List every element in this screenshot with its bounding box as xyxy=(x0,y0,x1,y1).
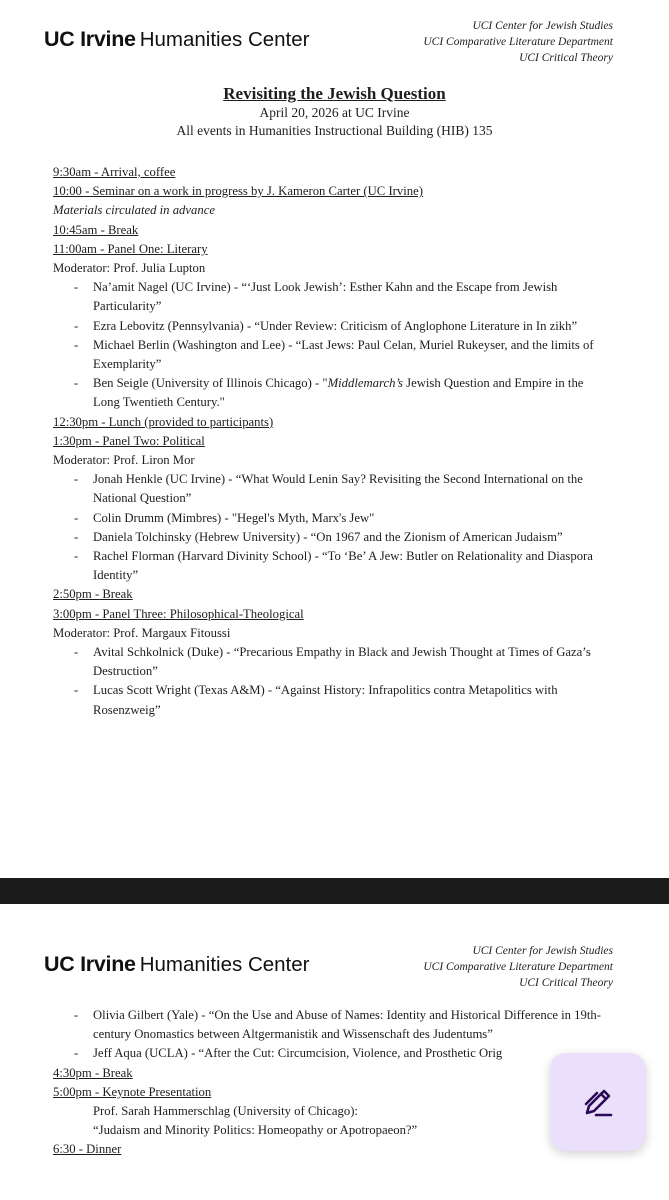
title-block xyxy=(0,84,669,139)
dash-bullet: - xyxy=(74,529,79,544)
page-divider xyxy=(0,878,669,904)
event-venue: All events in Humanities Instructional Building (HIB) 135 xyxy=(176,122,493,138)
talk-item: - Olivia Gilbert (Yale) - “On the Use and Abuse of Names: Identity and Historical Difference in 19th-century Onomastics between Altgermanistik and Wissenschaft des Judentums” xyxy=(74,1008,601,1042)
talk-item: - Colin Drumm (Mimbres) - "Hegel's Myth, Marx's Jew" xyxy=(53,509,613,528)
sponsor-item: UCI Comparative Literature Department xyxy=(423,35,613,48)
agenda-break: 10:45am - Break xyxy=(53,222,139,237)
dash-bullet: - xyxy=(74,1008,79,1022)
dash-bullet: - xyxy=(74,1046,79,1061)
pen-edit-icon xyxy=(580,1084,616,1120)
talk-item: - Na’amit Nagel (UC Irvine) - “‘Just Look Jewish’: Esther Kahn and the Escape from Jewish Particularity” xyxy=(74,280,558,314)
talk-item: - Ezra Lebovitz (Pennsylvania) - “Under Review: Criticism of Anglophone Literature in In zikh” xyxy=(53,317,613,336)
sponsor-item: UCI Center for Jewish Studies xyxy=(472,20,613,32)
dash-bullet: - xyxy=(74,337,79,352)
sponsor-item: UCI Comparative Literature Department xyxy=(423,960,613,973)
agenda xyxy=(53,163,613,720)
sponsor-list xyxy=(423,19,613,66)
keynote-speaker: Prof. Sarah Hammerschlag (University of Chicago): xyxy=(93,1104,358,1119)
dash-bullet: - xyxy=(74,645,79,660)
uc-irvine-logo: UC Irvine Humanities Center xyxy=(44,27,310,51)
talk-item: - Jeff Aqua (UCLA) - “After the Cut: Circumcision, Violence, and Prosthetic Orig xyxy=(53,1044,613,1063)
sponsor-item: UCI Critical Theory xyxy=(519,976,613,989)
document-page-2 xyxy=(0,904,669,1200)
panel-three-moderator: Moderator: Prof. Margaux Fitoussi xyxy=(53,625,231,640)
talk-item: - Jonah Henkle (UC Irvine) - “What Would Lenin Say? Revisiting the Second International on the National Question” xyxy=(74,472,583,506)
panel-two-heading: 1:30pm - Panel Two: Political xyxy=(53,433,205,448)
panel-three-heading: 3:00pm - Panel Three: Philosophical-Theological xyxy=(53,606,304,621)
panel-one-moderator: Moderator: Prof. Julia Lupton xyxy=(53,261,206,276)
keynote-heading: 5:00pm - Keynote Presentation xyxy=(53,1084,212,1099)
edit-fab-button[interactable] xyxy=(550,1053,646,1151)
sponsor-item: UCI Critical Theory xyxy=(519,51,613,64)
dash-bullet: - xyxy=(74,280,79,295)
panel-two-moderator: Moderator: Prof. Liron Mor xyxy=(53,453,195,468)
dash-bullet: - xyxy=(74,549,79,564)
agenda-continued xyxy=(53,1006,613,1160)
talk-item: - Daniela Tolchinsky (Hebrew University) - “On 1967 and the Zionism of American Judaism” xyxy=(53,528,613,547)
agenda-lunch: 12:30pm - Lunch (provided to participants) xyxy=(53,414,274,429)
talk-item: - Avital Schkolnick (Duke) - “Precarious Empathy in Black and Jewish Thought at Times of Gaza’s Destruction” xyxy=(74,645,591,679)
event-date: April 20, 2026 at UC Irvine xyxy=(259,105,410,120)
sponsor-item: UCI Center for Jewish Studies xyxy=(472,945,613,957)
agenda-arrival: 9:30am - Arrival, coffee xyxy=(53,165,176,179)
agenda-dinner: 6:30 - Dinner xyxy=(53,1142,122,1157)
agenda-seminar: 10:00 - Seminar on a work in progress by J. Kameron Carter (UC Irvine) xyxy=(53,184,423,199)
agenda-break: 2:50pm - Break xyxy=(53,587,133,602)
dash-bullet: - xyxy=(74,472,79,487)
talk-item: - Michael Berlin (Washington and Lee) - “Last Jews: Paul Celan, Muriel Rukeyser, and the limits of Exemplarity” xyxy=(74,337,594,372)
agenda-break: 4:30pm - Break xyxy=(53,1065,133,1080)
dash-bullet: - xyxy=(74,376,79,391)
dash-bullet: - xyxy=(74,318,79,333)
talk-item: - Ben Seigle (University of Illinois Chicago) - "Middlemarch’s Jewish Question and Empire in the Long Twentieth Century." xyxy=(74,376,584,410)
sponsor-list xyxy=(423,944,613,991)
talk-item: - Rachel Florman (Harvard Divinity School) - “To ‘Be’ A Jew: Butler on Relationality and Diaspora Identity” xyxy=(74,549,593,583)
dash-bullet: - xyxy=(74,510,79,525)
uc-irvine-logo: UC Irvine Humanities Center xyxy=(44,952,310,976)
event-title: Revisiting the Jewish Question xyxy=(223,84,446,103)
dash-bullet: - xyxy=(74,683,79,698)
seminar-note: Materials circulated in advance xyxy=(53,203,215,218)
keynote-title: “Judaism and Minority Politics: Homeopathy or Apotropaeon?” xyxy=(93,1123,418,1138)
talk-item: - Lucas Scott Wright (Texas A&M) - “Against History: Infrapolitics contra Metapolitics with Rosenzweig” xyxy=(74,683,558,717)
panel-one-heading: 11:00am - Panel One: Literary xyxy=(53,241,208,256)
